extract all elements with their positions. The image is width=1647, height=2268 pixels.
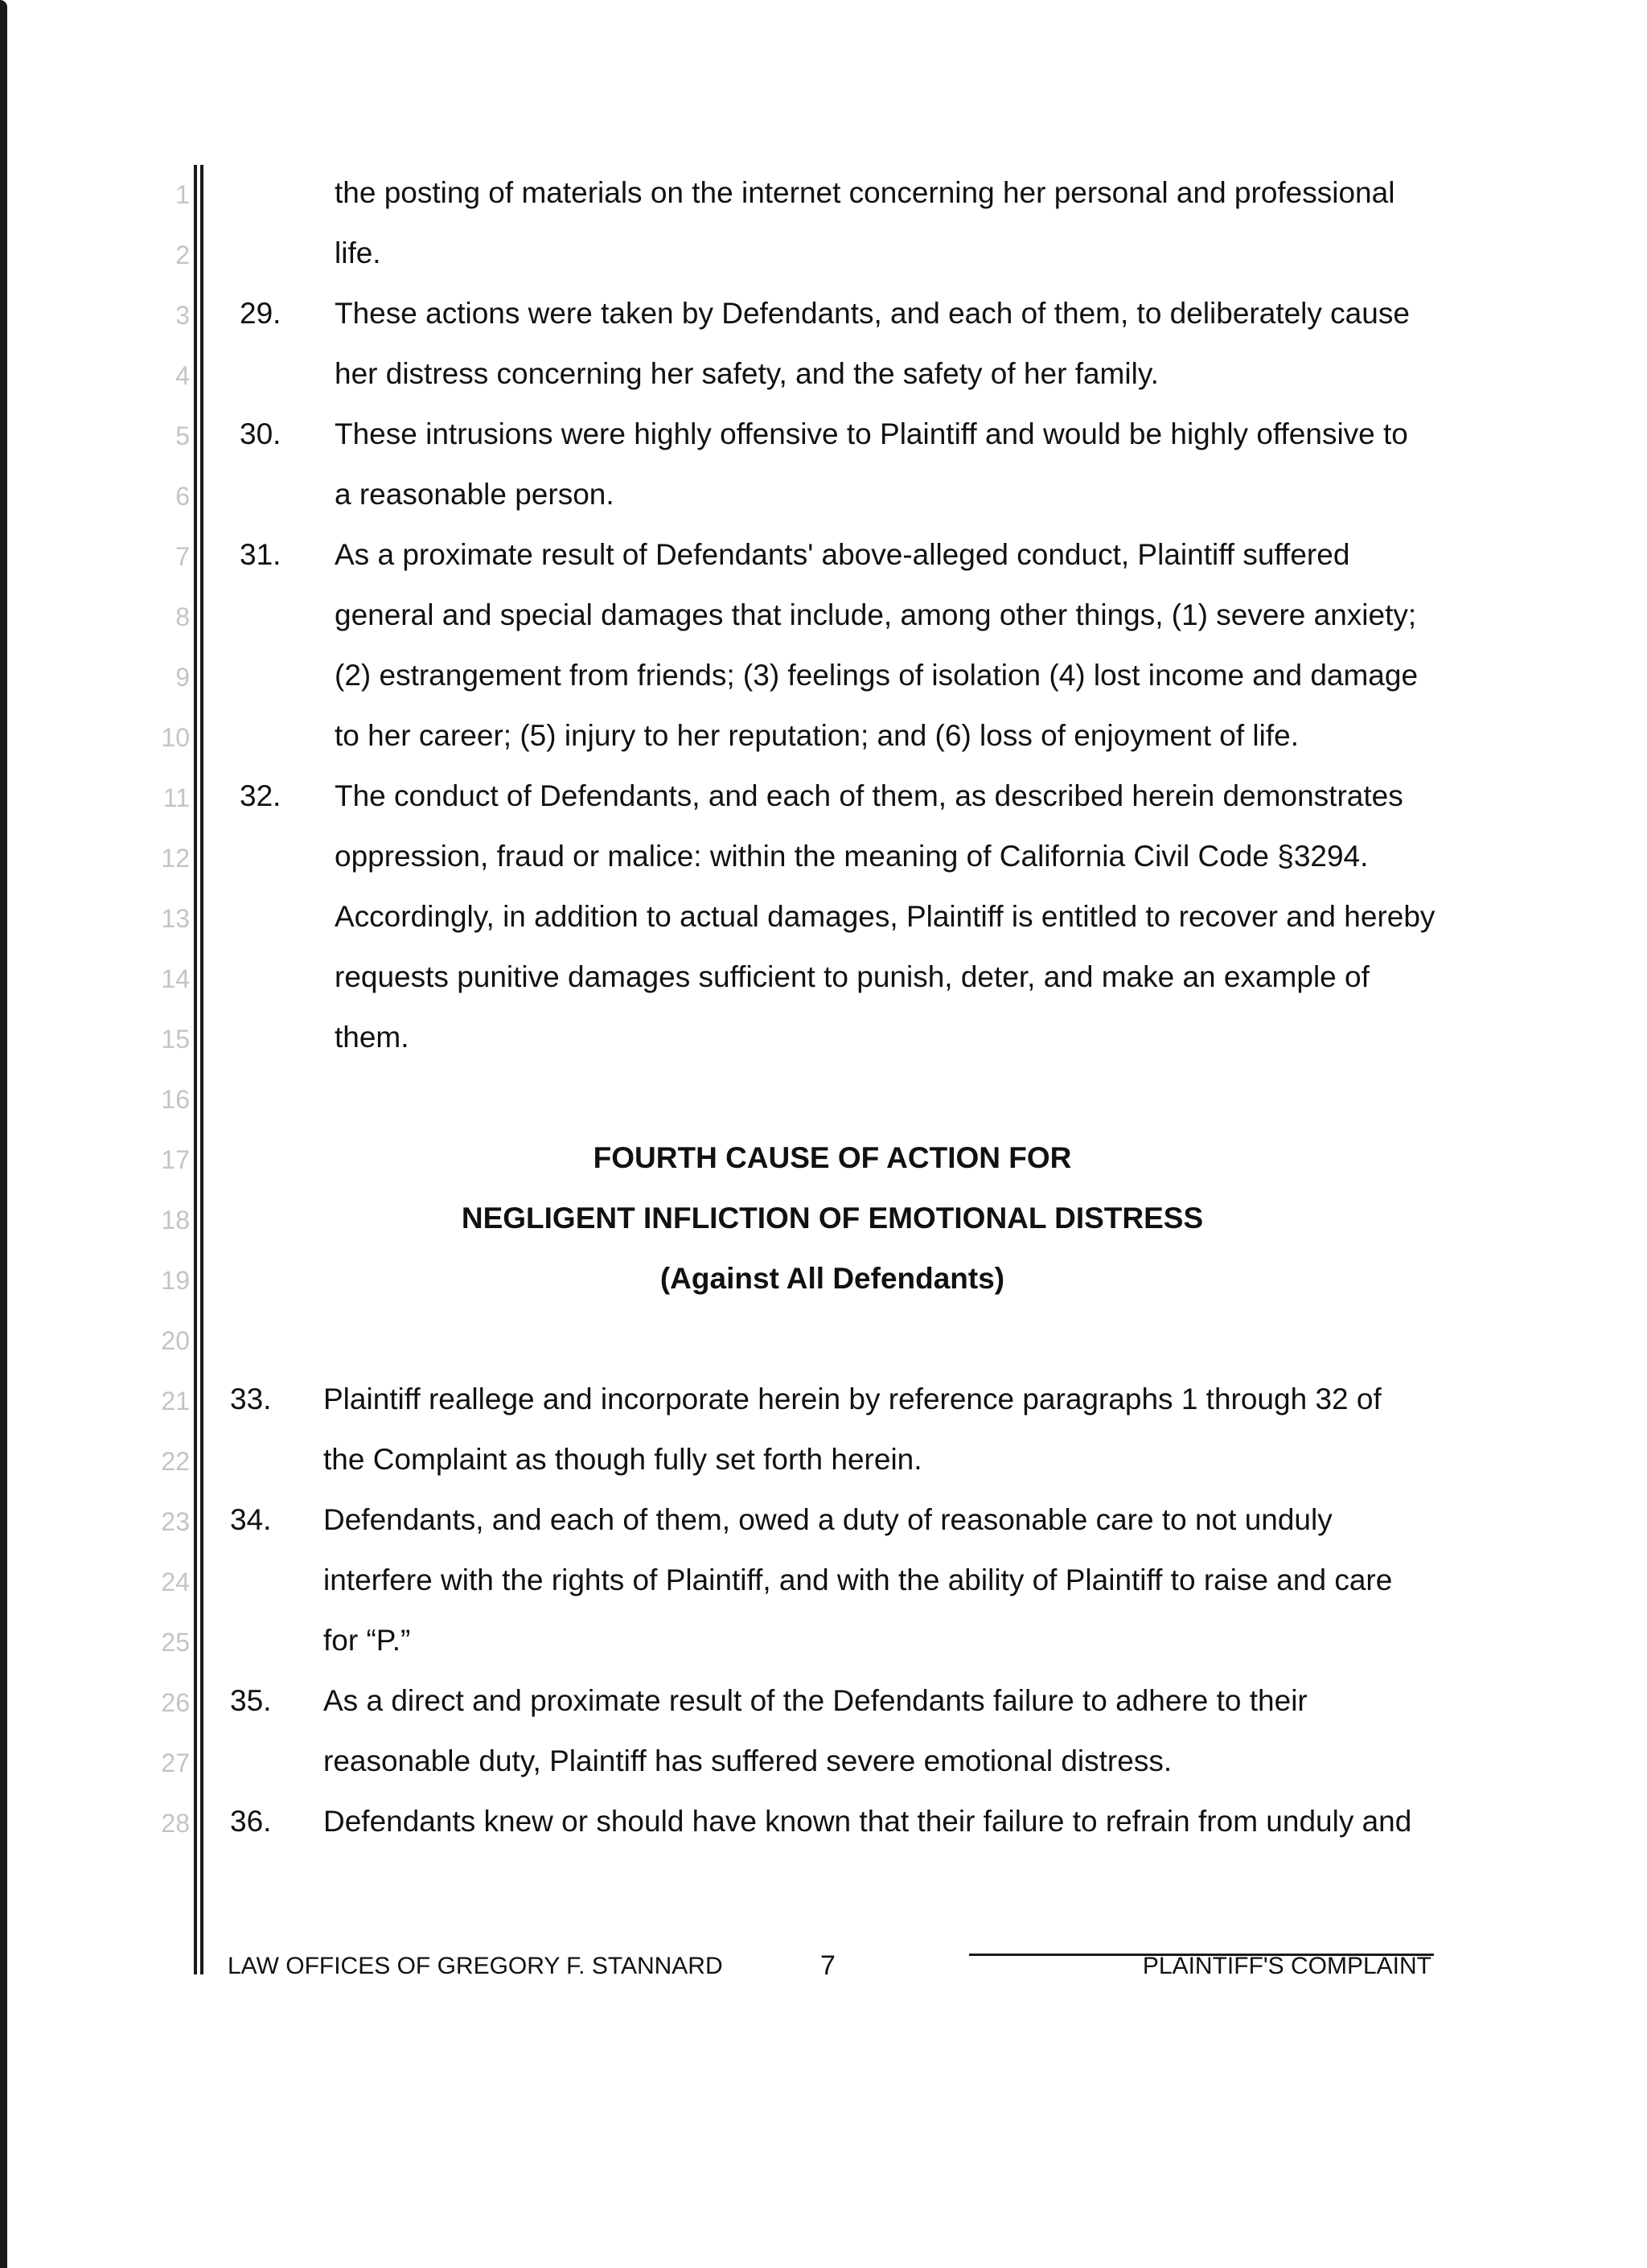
paragraph-line: Defendants knew or should have known that their failure to refrain from unduly and xyxy=(323,1805,1412,1838)
paragraph-line: for “P.” xyxy=(323,1624,411,1657)
line-number: 15 xyxy=(161,1025,190,1054)
paragraph-number: 35. xyxy=(230,1684,272,1717)
line-number: 17 xyxy=(161,1145,190,1174)
paragraph-line: Defendants, and each of them, owed a duty of reasonable care to not unduly xyxy=(323,1503,1333,1536)
paragraph-line: As a proximate result of Defendants' above-alleged conduct, Plaintiff suffered xyxy=(335,538,1350,571)
line-number: 19 xyxy=(161,1266,190,1295)
line-number: 20 xyxy=(161,1326,190,1355)
paragraph-number: 31. xyxy=(240,538,281,571)
paragraph-line: general and special damages that include, among other things, (1) severe anxiety; xyxy=(335,598,1417,631)
paragraph-number: 32. xyxy=(240,779,281,812)
footer-firm-name: LAW OFFICES OF GREGORY F. STANNARD xyxy=(228,1953,723,1979)
paragraph-line: As a direct and proximate result of the Defendants failure to adhere to their xyxy=(323,1684,1308,1717)
paragraph-number: 36. xyxy=(230,1805,272,1838)
line-number: 3 xyxy=(175,301,190,330)
line-number: 25 xyxy=(161,1628,190,1657)
paragraph-line: These intrusions were highly offensive to Plaintiff and would be highly offensive to xyxy=(335,417,1408,450)
paragraph-line: them. xyxy=(335,1021,409,1054)
paragraph-number: 33. xyxy=(230,1383,272,1415)
line-number: 1 xyxy=(175,180,190,209)
line-number: 9 xyxy=(175,663,190,692)
line-number: 16 xyxy=(161,1085,190,1114)
footer-page-number: 7 xyxy=(820,1950,836,1981)
paragraph-line: the posting of materials on the internet concerning her personal and professional xyxy=(335,176,1395,209)
paragraph-line: Plaintiff reallege and incorporate herein by reference paragraphs 1 through 32 of xyxy=(323,1383,1382,1415)
line-number: 23 xyxy=(161,1507,190,1536)
line-number: 24 xyxy=(161,1567,190,1596)
paragraph-line: Accordingly, in addition to actual damages, Plaintiff is entitled to recover and hereby xyxy=(335,900,1435,933)
line-number: 2 xyxy=(175,240,190,269)
left-margin-rule-inner xyxy=(200,165,203,1974)
paragraph-line: reasonable duty, Plaintiff has suffered severe emotional distress. xyxy=(323,1744,1173,1777)
paragraph-line: The conduct of Defendants, and each of them, as described herein demonstrates xyxy=(335,779,1403,812)
scan-edge xyxy=(0,0,7,2268)
line-number: 13 xyxy=(161,904,190,933)
paragraph-line: (2) estrangement from friends; (3) feelings of isolation (4) lost income and damage xyxy=(335,659,1419,692)
line-number: 5 xyxy=(175,421,190,450)
paragraph-line: oppression, fraud or malice: within the meaning of California Civil Code §3294. xyxy=(335,840,1369,873)
line-number: 26 xyxy=(161,1688,190,1717)
paragraph-line: These actions were taken by Defendants, and each of them, to deliberately cause xyxy=(335,297,1410,330)
paragraph-line: to her career; (5) injury to her reputation; and (6) loss of enjoyment of life. xyxy=(335,719,1299,752)
footer-document-title: PLAINTIFF'S COMPLAINT xyxy=(1142,1953,1431,1979)
line-number: 22 xyxy=(161,1447,190,1476)
paragraph-line: requests punitive damages sufficient to punish, deter, and make an example of xyxy=(335,960,1370,993)
paragraph-line: life. xyxy=(335,236,381,269)
heading-line-1: FOURTH CAUSE OF ACTION FOR xyxy=(593,1141,1072,1174)
heading-line-3: (Against All Defendants) xyxy=(659,1262,1005,1295)
line-number: 11 xyxy=(162,783,190,812)
line-number: 8 xyxy=(175,602,190,631)
paragraph-number: 30. xyxy=(240,417,281,450)
line-number: 27 xyxy=(161,1748,190,1777)
line-number: 21 xyxy=(161,1387,190,1415)
line-number: 10 xyxy=(161,723,190,752)
line-number: 7 xyxy=(175,542,190,571)
line-number: 18 xyxy=(161,1206,190,1235)
line-number: 6 xyxy=(175,482,190,511)
paragraph-number: 34. xyxy=(230,1503,272,1536)
heading-line-2: NEGLIGENT INFLICTION OF EMOTIONAL DISTRESS xyxy=(461,1202,1204,1235)
line-number: 12 xyxy=(161,844,190,873)
line-number: 4 xyxy=(175,361,190,390)
line-number: 28 xyxy=(161,1809,190,1838)
paragraph-line: the Complaint as though fully set forth herein. xyxy=(323,1443,922,1476)
paragraph-number: 29. xyxy=(240,297,281,330)
line-number: 14 xyxy=(161,964,190,993)
paragraph-line: a reasonable person. xyxy=(335,478,614,511)
paragraph-line: her distress concerning her safety, and the safety of her family. xyxy=(335,357,1159,390)
left-margin-rule xyxy=(194,165,197,1974)
paragraph-line: interfere with the rights of Plaintiff, and with the ability of Plaintiff to raise and care xyxy=(323,1563,1393,1596)
